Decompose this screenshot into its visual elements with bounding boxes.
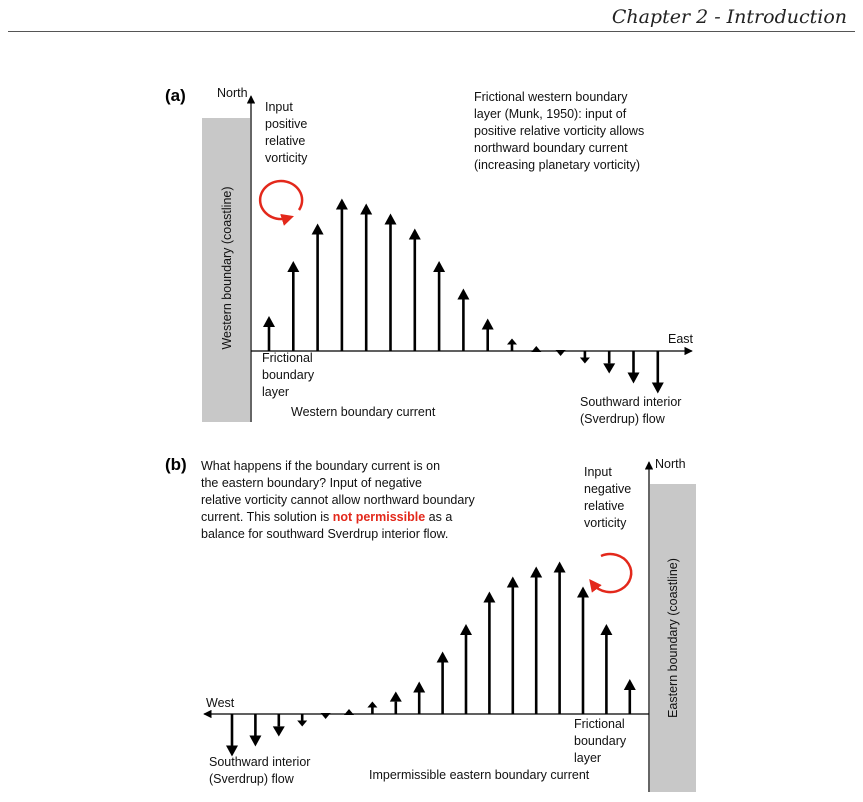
southward-flow-arrow: [226, 714, 238, 757]
arrow-head: [249, 736, 261, 747]
east-label: East: [668, 332, 694, 346]
panel-a-label: (a): [165, 86, 186, 105]
northward-flow-arrow: [507, 577, 519, 715]
arrow-head: [603, 363, 615, 373]
velocity-arrows-a: [263, 199, 664, 394]
text-line: current. This solution is not permissible as a: [201, 510, 453, 524]
question-text: [201, 459, 475, 541]
arrow-head: [507, 577, 519, 588]
munk-description-text: [474, 90, 644, 172]
impermissible-current-label: Impermissible eastern boundary current: [369, 768, 590, 782]
northward-flow-arrow: [460, 624, 472, 714]
northward-flow-arrow: [367, 702, 377, 715]
text-line: (increasing planetary vorticity): [474, 158, 641, 172]
frictional-layer-text-b: [574, 717, 627, 765]
arrow-head: [652, 383, 664, 394]
northward-flow-arrow: [482, 319, 494, 352]
southward-flow-arrow: [321, 713, 331, 719]
arrow-head: [433, 261, 445, 272]
arrow-head: [336, 199, 348, 210]
arrow-head: [580, 358, 590, 364]
arrow-head: [287, 261, 299, 272]
arrow-head: [413, 682, 425, 693]
arrow-head: [577, 587, 589, 598]
northward-flow-arrow: [577, 587, 589, 715]
northward-flow-arrow: [409, 229, 421, 352]
input-negative-vorticity-text: [584, 465, 631, 530]
text-line: Southward interior: [580, 395, 682, 409]
northward-flow-arrow: [600, 624, 612, 714]
southward-flow-arrow: [603, 351, 615, 374]
southward-flow-arrow: [273, 714, 285, 737]
northward-flow-arrow: [263, 316, 275, 351]
southward-flow-arrow: [249, 714, 261, 747]
northward-flow-arrow: [507, 339, 517, 352]
arrow-head: [554, 562, 566, 573]
sverdrup-flow-text-a: [580, 395, 681, 426]
text-line: Frictional: [574, 717, 625, 731]
text-line: (Sverdrup) flow: [209, 772, 294, 786]
northward-flow-arrow: [457, 289, 469, 352]
arrow-head: [556, 350, 566, 356]
text-line: boundary: [574, 734, 627, 748]
north-label: North: [655, 457, 686, 471]
arrow-head: [507, 339, 517, 345]
counterclockwise-vorticity-icon: [260, 181, 302, 219]
arrow-head: [628, 373, 640, 384]
text-line: vorticity: [265, 151, 308, 165]
northward-flow-arrow: [287, 261, 299, 351]
arrow-head: [273, 726, 285, 736]
southward-flow-arrow: [652, 351, 664, 394]
arrow-head: [531, 346, 541, 352]
panel-b-label: (b): [165, 455, 187, 474]
arrow-head: [390, 692, 402, 702]
arrow-head: [263, 316, 275, 327]
text-line: northward boundary current: [474, 141, 628, 155]
northward-flow-arrow: [390, 692, 402, 715]
northward-flow-arrow: [413, 682, 425, 715]
clockwise-vorticity-icon: [593, 554, 631, 592]
arrow-head: [360, 204, 372, 215]
arrow-head: [460, 624, 472, 635]
northward-flow-arrow: [360, 204, 372, 352]
input-positive-vorticity-text: [265, 100, 308, 165]
text-line: relative: [265, 134, 306, 148]
text-line: positive relative vorticity allows: [474, 124, 645, 138]
western-coastline-label: Western boundary (coastline): [220, 186, 234, 350]
north-label: North: [217, 86, 248, 100]
arrow-head: [530, 567, 542, 578]
west-label: West: [206, 696, 235, 710]
northward-flow-arrow: [530, 567, 542, 715]
panel-a: [165, 86, 694, 426]
text-line: relative: [584, 499, 625, 513]
arrow-head: [367, 702, 377, 708]
western-boundary-current-label: Western boundary current: [291, 405, 436, 419]
frictional-layer-text-a: [262, 351, 315, 399]
text-line: boundary: [262, 368, 315, 382]
arrow-head: [344, 709, 354, 715]
northward-flow-arrow: [433, 261, 445, 351]
not-permissible-emphasis: not permissible: [332, 510, 426, 524]
text-line: layer (Munk, 1950): input of: [474, 107, 627, 121]
panel-b: [165, 455, 696, 792]
southward-flow-arrow: [556, 350, 566, 356]
text-line: Southward interior: [209, 755, 311, 769]
arrow-head: [385, 214, 397, 225]
northward-flow-arrow: [531, 346, 541, 352]
arrow-head: [457, 289, 469, 300]
text-line: (Sverdrup) flow: [580, 412, 665, 426]
text-line: vorticity: [584, 516, 627, 530]
arrow-head: [312, 224, 324, 235]
text-line: relative vorticity cannot allow northward boundary: [201, 493, 475, 507]
southward-flow-arrow: [580, 351, 590, 364]
text-line: Frictional western boundary: [474, 90, 628, 104]
southward-flow-arrow: [297, 714, 307, 727]
arrow-head: [437, 652, 449, 663]
text-line: the eastern boundary? Input of negative: [201, 476, 422, 490]
northward-flow-arrow: [554, 562, 566, 715]
text-line: negative: [584, 482, 632, 496]
northward-flow-arrow: [336, 199, 348, 352]
sverdrup-flow-text-b: [209, 755, 310, 786]
text-line: Input: [584, 465, 612, 479]
northward-flow-arrow: [483, 592, 495, 715]
eastern-coastline-label: Eastern boundary (coastline): [666, 558, 680, 718]
northward-flow-arrow: [437, 652, 449, 715]
northward-flow-arrow: [344, 709, 354, 715]
chapter-title: Chapter 2 - Introduction: [611, 6, 847, 28]
text-line: layer: [574, 751, 602, 765]
arrow-head: [624, 679, 636, 690]
text-line: layer: [262, 385, 290, 399]
arrow-head: [409, 229, 421, 240]
northward-flow-arrow: [385, 214, 397, 352]
text-line: positive: [265, 117, 308, 131]
southward-flow-arrow: [628, 351, 640, 384]
arrow-head: [482, 319, 494, 330]
northward-flow-arrow: [624, 679, 636, 714]
arrow-head: [321, 713, 331, 719]
text-line: Frictional: [262, 351, 313, 365]
northward-flow-arrow: [312, 224, 324, 352]
arrow-head: [600, 624, 612, 635]
text-line: Input: [265, 100, 293, 114]
arrow-head: [483, 592, 495, 603]
text-line: balance for southward Sverdrup interior flow.: [201, 527, 449, 541]
arrow-head: [297, 721, 307, 727]
text-line: What happens if the boundary current is on: [201, 459, 441, 473]
